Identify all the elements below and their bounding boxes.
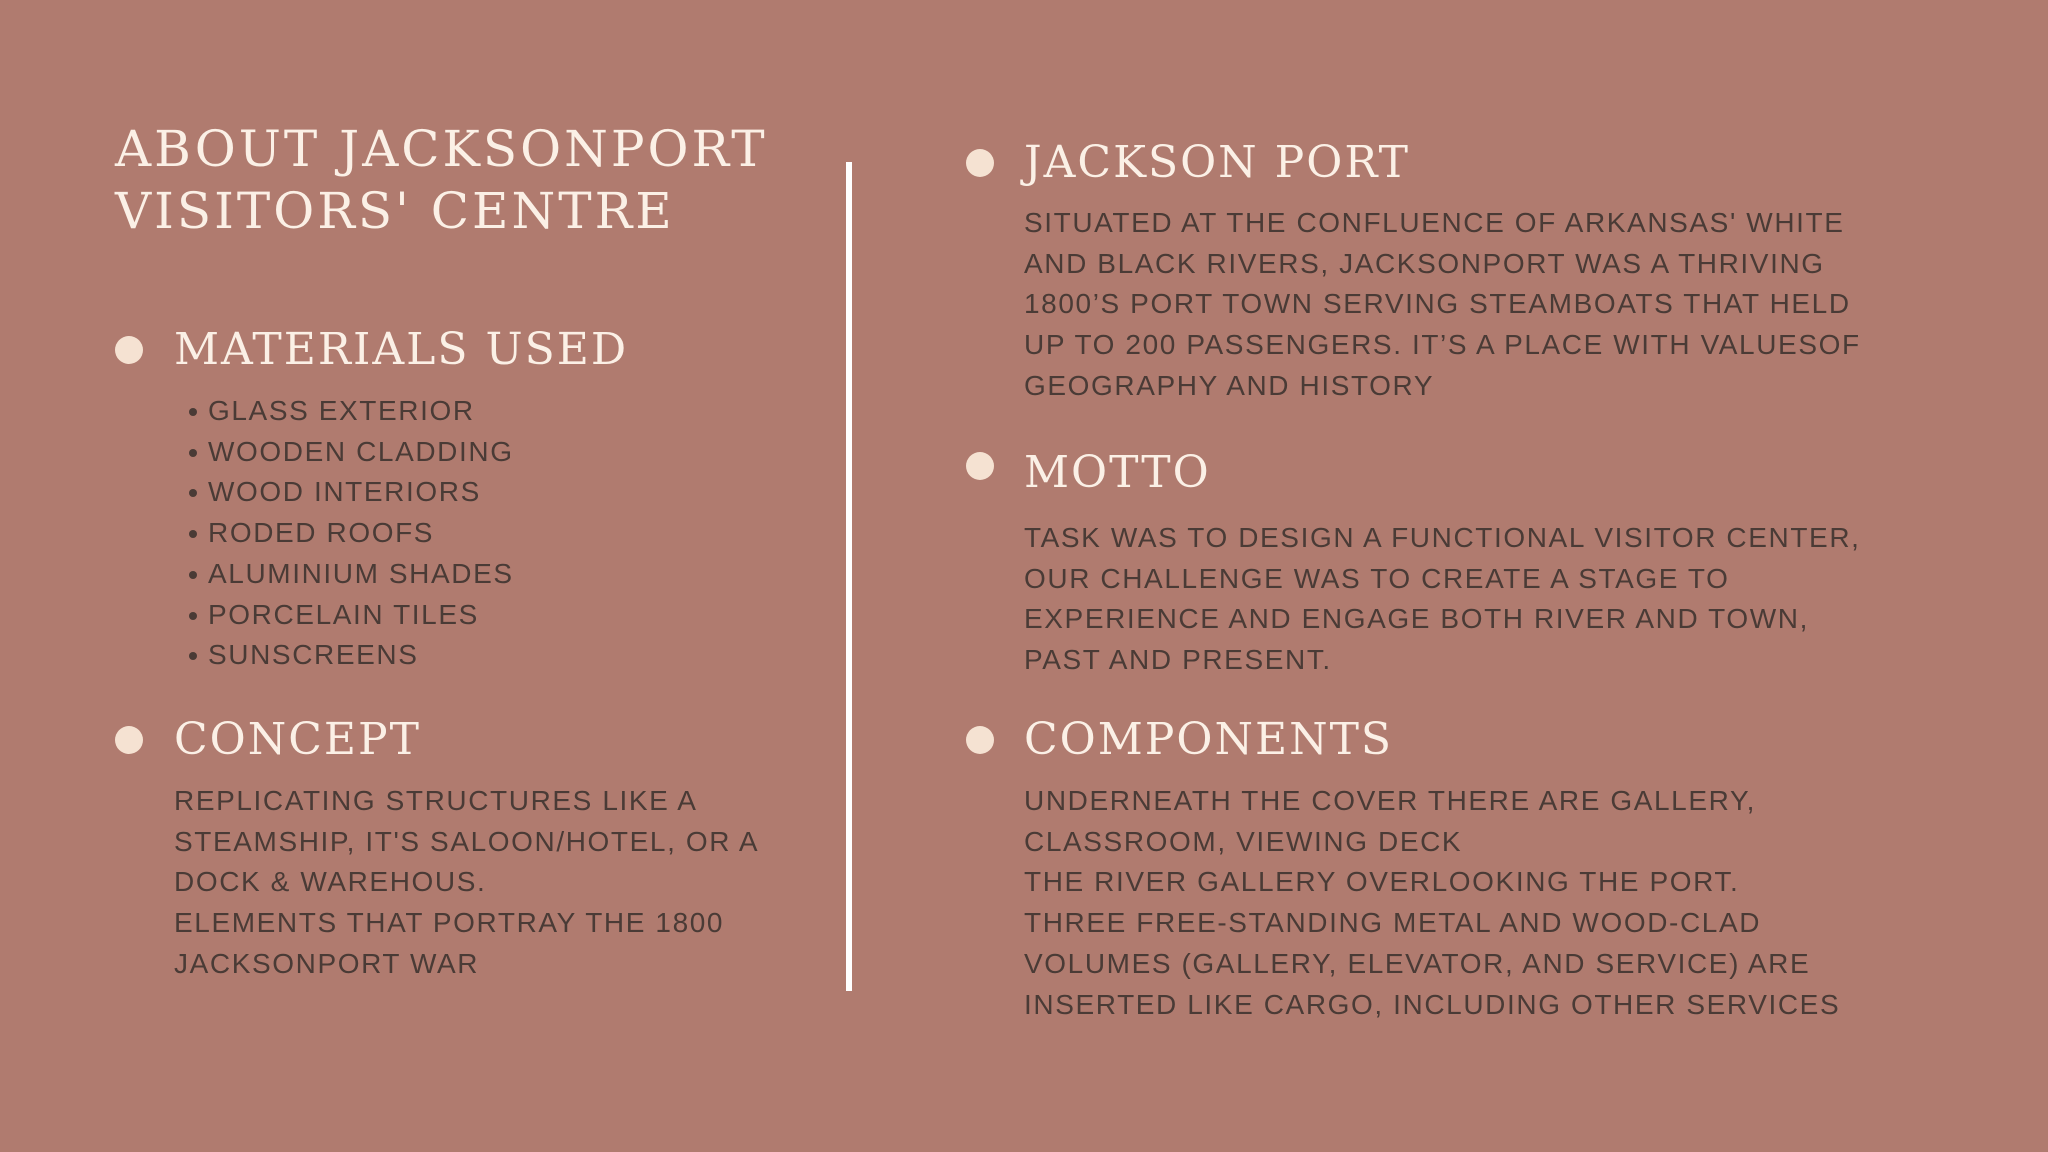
materials-list-item: ALUMINIUM SHADES: [184, 554, 514, 595]
bullet-dot-icon: [966, 149, 994, 177]
bullet-dot-icon: [966, 726, 994, 754]
section-concept-body: [174, 781, 759, 985]
motto-text-line: OUR CHALLENGE WAS TO CREATE A STAGE TO: [1024, 562, 1730, 594]
concept-text-line: REPLICATING STRUCTURES LIKE A: [174, 785, 698, 816]
section-jackson-port-body: [1024, 203, 1861, 407]
bullet-dot-icon: [966, 452, 994, 480]
section-motto: [966, 445, 1861, 681]
components-text-line: UNDERNEATH THE COVER THERE ARE GALLERY,: [1024, 785, 1756, 816]
section-concept-title: CONCEPT: [174, 714, 421, 765]
motto-text-line: PAST AND PRESENT.: [1024, 644, 1332, 676]
jackson-port-text-line: 1800’S PORT TOWN SERVING STEAMBOATS THAT HELD: [1024, 288, 1851, 320]
concept-text-line: JACKSONPORT WAR: [174, 947, 480, 979]
jackson-port-text-line: SITUATED AT THE CONFLUENCE OF ARKANSAS' WHITE: [1024, 207, 1845, 238]
slide-title-line-1: ABOUT JACKSONPORT: [115, 120, 768, 178]
components-text-line: THREE FREE-STANDING METAL AND WOOD-CLAD: [1024, 907, 1762, 939]
section-components-title: COMPONENTS: [1024, 714, 1394, 765]
motto-text-line: EXPERIENCE AND ENGAGE BOTH RIVER AND TOWN,: [1024, 603, 1809, 635]
slide-title-line-2: VISITORS' CENTRE: [115, 182, 675, 240]
materials-list-item: WOOD INTERIORS: [184, 472, 514, 513]
section-components-header: [966, 712, 1840, 772]
materials-list-item: SUNSCREENS: [184, 635, 514, 676]
components-text-line: VOLUMES (GALLERY, ELEVATOR, AND SERVICE) ARE: [1024, 947, 1811, 979]
jackson-port-text-line: AND BLACK RIVERS, JACKSONPORT WAS A THRIVING: [1024, 247, 1825, 279]
section-jackson-port-header: [966, 135, 1861, 195]
motto-text-line: TASK WAS TO DESIGN A FUNCTIONAL VISITOR CENTER,: [1024, 522, 1861, 553]
materials-list: [184, 391, 514, 676]
materials-list-item: PORCELAIN TILES: [184, 595, 514, 636]
section-materials: [115, 322, 629, 676]
bullet-dot-icon: [115, 336, 143, 364]
materials-list-item: WOODEN CLADDING: [184, 432, 514, 473]
column-divider: [846, 162, 852, 991]
section-motto-title: MOTTO: [1024, 447, 1211, 498]
section-jackson-port: [966, 135, 1861, 407]
components-text-line: CLASSROOM, VIEWING DECK: [1024, 825, 1463, 857]
materials-list-item: RODED ROOFS: [184, 513, 514, 554]
slide-title: [115, 118, 768, 242]
bullet-dot-icon: [115, 726, 143, 754]
components-text-line: THE RIVER GALLERY OVERLOOKING THE PORT.: [1024, 866, 1740, 898]
section-components: [966, 712, 1840, 1025]
concept-text-line: STEAMSHIP, IT'S SALOON/HOTEL, OR A: [174, 825, 760, 857]
section-jackson-port-title: JACKSON PORT: [1024, 137, 1411, 188]
materials-list-item: GLASS EXTERIOR: [184, 391, 514, 432]
section-materials-title: MATERIALS USED: [174, 324, 629, 375]
section-concept-header: [115, 712, 759, 772]
section-concept: [115, 712, 759, 985]
concept-text-line: ELEMENTS THAT PORTRAY THE 1800: [174, 907, 725, 939]
section-materials-header: [115, 322, 629, 382]
section-motto-body: [1024, 518, 1861, 681]
jackson-port-text-line: UP TO 200 PASSENGERS. IT’S A PLACE WITH VALUESOF: [1024, 329, 1861, 361]
concept-text-line: DOCK & WAREHOUS.: [174, 866, 487, 898]
section-motto-header: [966, 445, 1861, 505]
jackson-port-text-line: GEOGRAPHY AND HISTORY: [1024, 369, 1435, 401]
components-text-line: INSERTED LIKE CARGO, INCLUDING OTHER SERVICES: [1024, 988, 1841, 1020]
section-components-body: [1024, 781, 1840, 1025]
